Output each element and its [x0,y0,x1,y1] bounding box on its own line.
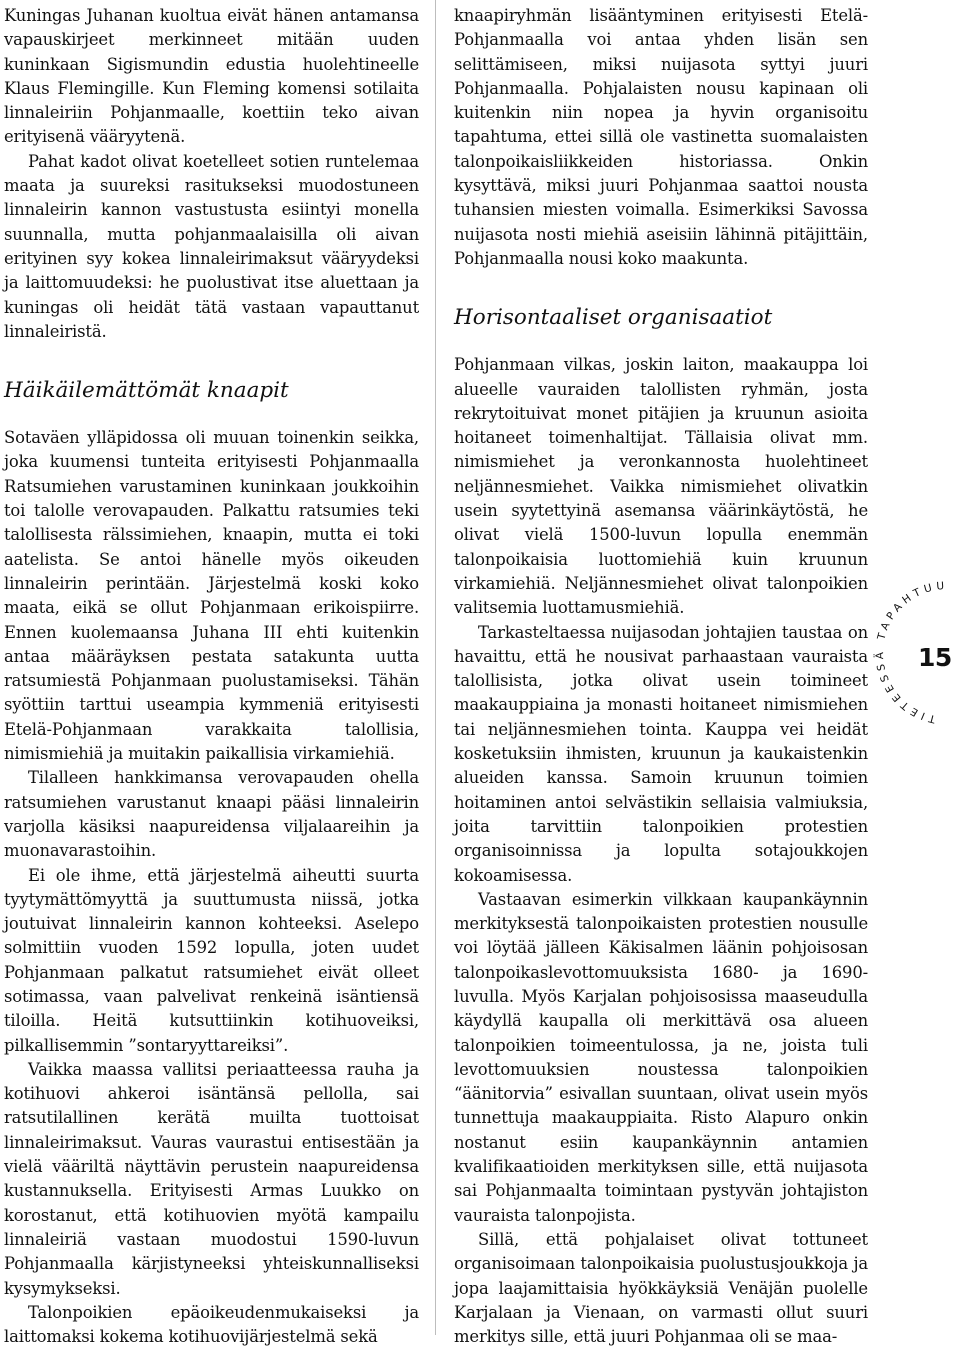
section-heading: Horisontaaliset organisaatiot [454,305,773,331]
paragraph: Pahat kadot olivat koetelleet sotien runtelemaa maata ja suureksi rasitukseksi muodostuneen linnaleirin kannon vastustusta esiintyi monella suunnalla, mutta pohjanmaalaisilla oli aivan erityinen syy kokea linnaleirimaksut vääryydeksi ja laittomuudeksi: he puolustivat itse aluettaan ja kuningas oli heidät tätä vastaan vapauttanut linnaleiristä. [4,151,419,341]
paragraph: Ei ole ihme, että järjestelmä aiheutti suurta tyytymättömyyttä ja suuttumusta niissä, jotka joutuivat linnaleirin kannon kohteeksi. Aselepo solmittiin vuoden 1592 lopulla, joten uudet Pohjanmaan palkatut ratsumiehet eivät olleet sotimassa, vaan palvelivat renkeinä isäntiensä tiloilla. Heitä kutsuttiinkin kotihuoveiksi, pilkallisemmin ”sontaryyttareiksi”. [4,865,419,1055]
paragraph: Pohjanmaan vilkas, joskin laiton, maakauppa loi alueelle vauraiden talollisten ryhmän, josta rekrytoituivat monet pitäjien ja kruunun asioita hoitaneet toimenhaltijat. Tällaisia olivat mm. nimismiehet ja veronkannosta huolehtineet neljännesmiehet. Vaikka nimismiehet olivatkin usein syytettyinä asemansa väärinkäytöstä, he olivat vielä 1500-luvun lopulla enemmän talonpoikaisia luottomiehiä kuin kruunun virkamiehiä. Neljännesmiehet olivat talonpoikien valitsemia luottamusmiehiä. [454,355,868,618]
right-column [454,4,868,1349]
running-head-textpath: TIETEESSÄ TAPAHTUU [874,579,949,725]
paragraph: Vaikka maassa vallitsi periaatteessa rauha ja kotihuovi ahkeroi isäntänsä pellolla, sai ratsutilallinen kerätä muilta tuottoisat linnaleirimaksut. Vauras vaurastui entisestään ja vielä vääriltä näyttävin perustein naapureidensa kustannuksella. Erityisesti Armas Luukko on korostanut, että kotihuovien myötä kampailu linnaleiriä vastaan muodostui 1590-luvun Pohjanmaalla kärjistyneeksi yhteiskunnalliseksi kysymykseksi. [4,1059,419,1298]
left-column [4,4,419,1349]
paragraph: Tarkasteltaessa nuijasodan johtajien taustaa on havaittu, että he nousivat parhaastaan vauraista talollisista, jotka olivat usein toimineet maakauppiaina ja monasti hoitaneet nimismiehen tai neljännesmiehen tointa. Kauppa vei heidät kosketuksiin ihmisten, kruunun ja kaukaistenkin alueiden kanssa. Samoin kruunun toimien hoitaminen antoi selvästikin sellaisia valmiuksia, joita tarvittiin talonpoikien protestien organisoinnissa ja lopulta sotajoukkojen kokoamisessa. [454,622,868,885]
column-divider [435,0,436,1335]
paragraph: Tilalleen hankkimansa verovapauden ohella ratsumiehen varustanut knaapi pääsi linnaleirin varjolla käsiksi naapureidensa viljalaareihin ja muonavarastoihin. [4,768,419,861]
paragraph: knaapiryhmän lisääntyminen erityisesti Etelä-Pohjanmaalla voi antaa yhden lisän sen selittämiseen, miksi nuijasota syttyi juuri Pohjanmaalla. Pohjalaisten nousu kapinaan oli kuitenkin niin nopea ja hyvin organisoitu tapahtuma, ettei sillä ole vastinetta suomalaisten talonpoikaisliikkeiden historiassa. Onkin kysyttävä, miksi juuri Pohjanmaa saattoi nousta tuhansien miesten voimalla. Esimerkiksi Savossa nuijasota nosti miehiä aseisiin lähinnä pitäjittäin, Pohjanmaalla nousi koko maakunta. [454,6,868,268]
page-number: 15 [918,643,952,672]
paragraph: Sillä, että pohjalaiset olivat tottuneet organisoimaan talonpoikaisia puolustusjoukkoja ja jopa laajamittaisia hyökkäyksiä Venäjän puolelle Karjalaan ja Vienaan, on varmasti ollut suuri merkitys sille, että juuri Pohjanmaa oli se maa- [454,1229,868,1347]
paragraph: Talonpoikien epäoikeudenmukaiseksi ja laittomaksi kokema kotihuovijärjestelmä sekä [4,1302,419,1347]
paragraph: Kuningas Juhanan kuoltua eivät hänen antamansa vapauskirjeet merkinneet mitään uuden kuninkaan Sigismundin edustia huolehtineelle Klaus Flemingille. Kun Fleming komensi sotilaita linnaleiriin Pohjanmaalle, koettiin teko aivan erityisenä vääryytenä. [4,6,419,147]
section-heading: Häikäilemättömät knaapit [4,378,289,404]
paragraph: Sotaväen ylläpidossa oli muuan toinenkin seikka, joka kuumensi tunteita erityisesti Pohjanmaalla Ratsumiehen varustaminen kuninkaan joukkoihin toi talolle verovapauden. Palkattu ratsumies teki talollisesta rälssimiehen, knaapin, mutta ei toki aatelista. Se antoi hänelle myös oikeuden linnaleirin perintään. Järjestelmä koski koko maata, eikä se ollut Pohjanmaan erikoispiirre. Ennen kuolemaansa Juhana III ehti kuitenkin antaa määräyksen pestata satakunta uutta ratsumiestä Pohjanmaan puolustamiseksi. Tähän syöttiin tarttui useampia kymmeniä erityisesti Etelä-Pohjanmaan varakkaita talollisia, nimismiehiä ja muitakin paikallisia virkamiehiä. [4,428,419,764]
paragraph: Vastaavan esimerkin vilkkaan kaupankäynnin merkityksestä talonpoikaisten protestien nousulle voi löytää jälleen Käkisalmen läänin pohjoisosan talonpoikaslevottomuuksista 1680- ja 1690-luvulla. Myös Karjalan pohjoisosissa maaseudulla käydyllä kaupalla oli merkittävä osa alueen talonpoikien toimeentulossa, ja ne, joista tuli levottomuuksien noustessa talonpoikien “äänitorvia” esivallan suuntaan, olivat usein myös tunnettuja maakauppiaita. Risto Alapuro onkin nostanut esiin kaupankäynnin antamien kvalifikaatioiden merkityksen sille, että nuijasota sai Pohjanmaalta toimintaan pystyvän johtajiston vauraista talonpojista. [454,889,868,1225]
